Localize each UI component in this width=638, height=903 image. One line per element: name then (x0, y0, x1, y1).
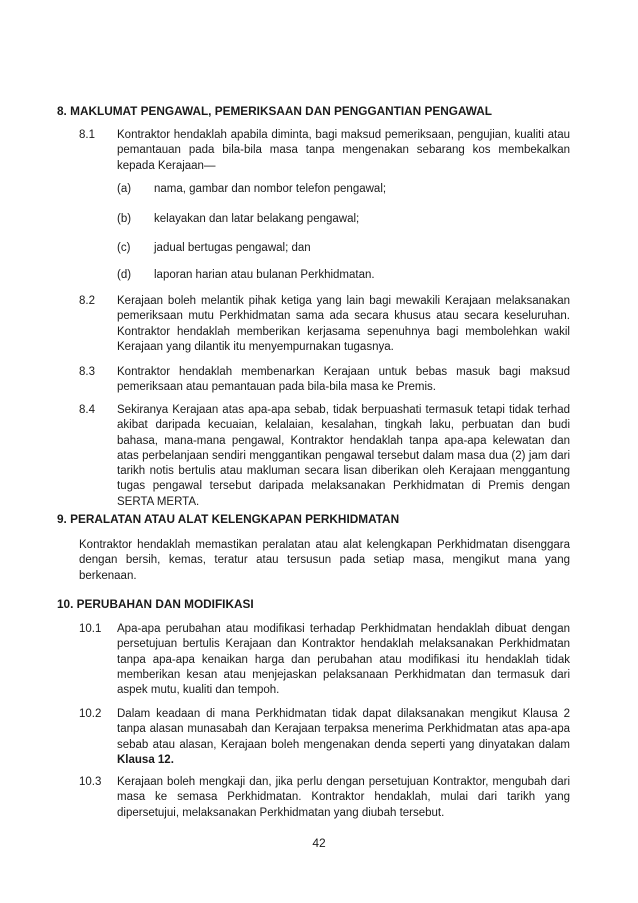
clause-8-4-text: Sekiranya Kerajaan atas apa-apa sebab, tidak berpuashati termasuk tetapi tidak terhad akibat daripada kecuaian, kelalaian, kesalahan, tingkah laku, perbuatan dan budi bahasa, mana-mana pengawal, Kontraktor hendaklah tanpa apa-apa kelewatan dan atas perbelanjaan sendiri menggantikan pengawal tersebut dalam masa dua (2) jam dari tarikh notis bertulis atau makluman secara lisan diberikan oleh Kerajaan menggantung tugas pengawal tersebut daripada melaksanakan Perkhidmatan di Premis dengan SERTA MERTA. (117, 404, 570, 508)
clause-8-4-number: 8.4 (79, 404, 95, 416)
section-9-text: Kontraktor hendaklah memastikan peralatan atau alat kelengkapan Perkhidmatan disenggara dengan bersih, kemas, teratur atau tersusun pada setiap masa, mengikut mana yang berkenaan. (79, 539, 570, 582)
section-8-heading: 8. MAKLUMAT PENGAWAL, PEMERIKSAAN DAN PENGGANTIAN PENGAWAL (57, 104, 492, 118)
section-9-heading: 9. PERALATAN ATAU ALAT KELENGKAPAN PERKHIDMATAN (57, 512, 400, 526)
clause-10-2-reference: Klausa 12. (117, 753, 174, 766)
item-d-label: (d) (117, 269, 132, 281)
clause-10-1-number: 10.1 (79, 623, 102, 635)
item-a-text: nama, gambar dan nombor telefon pengawal; (154, 183, 387, 195)
item-a-label: (a) (117, 183, 132, 195)
clause-8-2-number: 8.2 (79, 295, 95, 307)
clause-8-1-text: Kontraktor hendaklah apabila diminta, bagi maksud pemeriksaan, pengujian, kualiti atau pemantauan pada bila-bila masa tanpa mengenakan sebarang kos membekalkan kepada Kerajaan— (117, 129, 570, 172)
clause-10-1-text: Apa-apa perubahan atau modifikasi terhadap Perkhidmatan hendaklah dibuat dengan persetujuan bertulis Kerajaan dan Kontraktor hendaklah melaksanakan Perkhidmatan tanpa apa-apa kenaikan harga dan perubahan atau modifikasi itu hendaklah tidak memberikan kesan atau menjejaskan pelaksanaan Perkhidmatan dan termasuk dari aspek mutu, kualiti dan tempoh. (117, 623, 570, 697)
clause-10-2-text: Dalam keadaan di mana Perkhidmatan tidak dapat dilaksanakan mengikut Klausa 2 tanpa alasan munasabah dan Kerajaan terpaksa menerima Perkhidmatan atas apa-apa sebab atau alasan, Kerajaan boleh mengenakan denda seperti yang dinyatakan dalam (117, 708, 570, 751)
clause-10-3-text: Kerajaan boleh mengkaji dan, jika perlu dengan persetujuan Kontraktor, mengubah dari masa ke semasa Perkhidmatan. Kontraktor hendaklah, mulai dari tarikh yang dipersetujui, melaksanakan Perkhidmatan yang diubah tersebut. (117, 776, 570, 819)
clause-10-2-paragraph (117, 707, 570, 768)
clause-8-3-text: Kontraktor hendaklah membenarkan Kerajaan untuk bebas masuk bagi maksud pemeriksaan atau pemantauan pada bila-bila masa ke Premis. (117, 366, 570, 394)
section-10-heading: 10. PERUBAHAN DAN MODIFIKASI (57, 597, 254, 611)
clause-10-3-number: 10.3 (79, 776, 102, 788)
item-b-label: (b) (117, 213, 132, 225)
page-number: 42 (312, 836, 326, 850)
item-c-label: (c) (117, 242, 131, 254)
item-d-text: laporan harian atau bulanan Perkhidmatan. (154, 269, 375, 281)
clause-8-3-number: 8.3 (79, 366, 95, 378)
clause-10-2-number: 10.2 (79, 708, 102, 720)
item-c-text: jadual bertugas pengawal; dan (154, 242, 311, 254)
clause-8-2-text: Kerajaan boleh melantik pihak ketiga yang lain bagi mewakili Kerajaan melaksanakan pemeriksaan mutu Perkhidmatan sama ada secara khusus atau secara keseluruhan. Kontraktor hendaklah memberikan kerjasama sepenuhnya bagi membolehkan wakil Kerajaan yang dilantik itu menyempurnakan tugasnya. (117, 295, 570, 353)
item-b-text: kelayakan dan latar belakang pengawal; (154, 213, 360, 225)
clause-8-1-number: 8.1 (79, 129, 95, 141)
